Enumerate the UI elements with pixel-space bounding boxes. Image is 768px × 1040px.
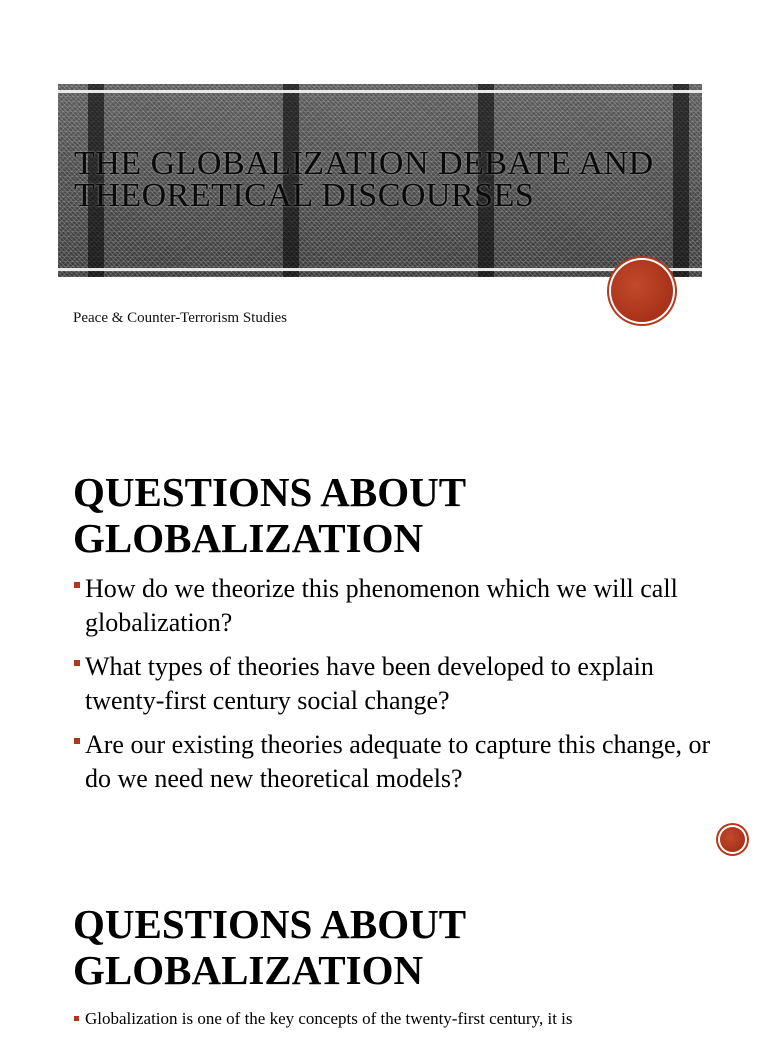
bullet-square-icon [74, 738, 80, 744]
bullet-text: Are our existing theories adequate to capture this change, or do we need new theoretical models? [85, 730, 711, 793]
bullet-text: How do we theorize this phenomenon which we will call globalization? [85, 574, 678, 637]
bullet-text: Globalization is one of the key concepts of the twenty-first century, it is [85, 1009, 573, 1028]
bullet-square-icon [74, 660, 80, 666]
slide3-heading: QUESTIONS ABOUT GLOBALIZATION [73, 901, 466, 993]
bullet-item [73, 1008, 713, 1030]
title-banner [58, 84, 702, 277]
bullet-square-icon [74, 1016, 79, 1021]
slide2-bullet-list [73, 572, 713, 806]
bullet-item [73, 650, 713, 718]
decorative-circle [611, 260, 673, 322]
bullet-square-icon [74, 582, 80, 588]
banner-bottom-rule [58, 268, 702, 271]
slide3-bullet-list [73, 1008, 713, 1040]
bullet-item [73, 728, 713, 796]
bullet-text: What types of theories have been developed to explain twenty-first century social change? [85, 652, 654, 715]
banner-top-rule [58, 90, 702, 93]
slide2-heading: QUESTIONS ABOUT GLOBALIZATION [73, 469, 466, 561]
bullet-item [73, 572, 713, 640]
decorative-circle-small [720, 827, 745, 852]
slide-subtitle: Peace & Counter-Terrorism Studies [73, 310, 288, 326]
slide-title: THE GLOBALIZATION DEBATE AND THEORETICAL DISCOURSES [74, 145, 654, 214]
